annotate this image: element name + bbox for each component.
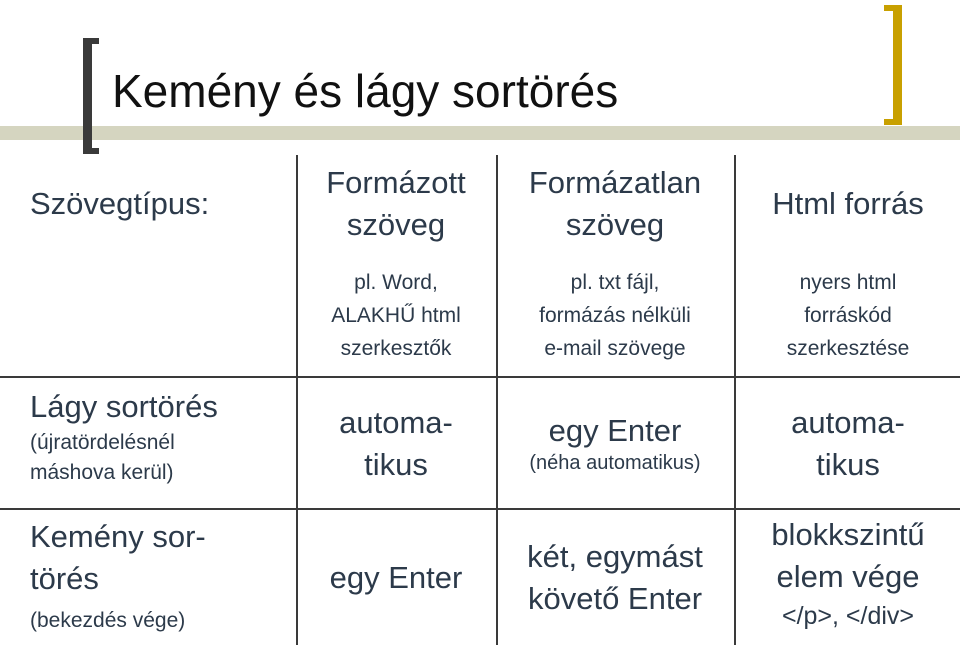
example-unformatted-line2: formázás nélküli [539,304,691,327]
soft-break-html-line1: automa- [791,405,905,440]
hard-break-label-line1: Kemény sor- [30,519,206,554]
soft-break-unformatted-main: egy Enter [548,413,682,448]
example-unformatted-line3: e-mail szövege [544,337,686,360]
example-html-source [736,266,960,365]
header-formatted-line2: szöveg [346,207,446,242]
hard-break-unformatted [498,536,732,620]
hard-break-unformatted-line2: követő Enter [527,581,703,616]
right-bracket-decoration [884,5,902,125]
row-divider-2 [0,508,960,510]
header-html-source-label: Html forrás [772,186,924,221]
hard-break-formatted-label: egy Enter [329,560,463,595]
header-unformatted-line1: Formázatlan [528,165,702,200]
hard-break-html-code: </p>, </div> [781,602,915,630]
soft-break-formatted [298,402,494,486]
header-unformatted-text [498,162,732,246]
hard-break-note: (bekezdés vége) [30,609,186,632]
hard-break-html [736,514,960,634]
soft-break-unformatted-note: (néha automatikus) [529,452,701,474]
row-divider-1 [0,376,960,378]
example-formatted-line3: szerkesztők [340,337,452,360]
hard-break-unformatted-line1: két, egymást [527,539,703,574]
title-underline-band [0,126,960,140]
example-formatted-line2: ALAKHŰ html [331,304,461,327]
page-title: Kemény és lágy sortörés [112,65,619,117]
example-unformatted-line1: pl. txt fájl, [570,271,660,294]
soft-break-formatted-line1: automa- [339,405,453,440]
example-unformatted [498,266,732,365]
soft-break-formatted-line2: tikus [364,447,428,482]
example-formatted-line1: pl. Word, [354,271,438,294]
left-bracket-decoration [83,38,99,154]
header-html-source [736,183,960,225]
hard-break-html-line1: blokkszintű [771,517,925,552]
hard-break-html-line2: elem vége [776,559,920,594]
soft-break-note-line1: (újratördelésnél [30,431,175,454]
example-html-line3: szerkesztése [786,337,910,360]
header-formatted-text [298,162,494,246]
example-html-line1: nyers html [799,271,897,294]
header-text-type [30,183,290,225]
soft-break-html [736,402,960,486]
header-text-type-label: Szövegtípus: [30,186,210,221]
example-html-line2: forráskód [804,304,892,327]
soft-break-html-line2: tikus [816,447,880,482]
header-formatted-line1: Formázott [326,165,466,200]
hard-break-label-line2: törés [30,561,99,596]
hard-break-formatted [298,557,494,599]
soft-break-unformatted [498,410,732,475]
example-formatted [298,266,494,365]
soft-break-label-cell [30,386,292,488]
header-unformatted-line2: szöveg [565,207,665,242]
soft-break-note-line2: máshova kerül) [30,461,174,484]
hard-break-label-cell [30,516,292,636]
soft-break-label: Lágy sortörés [30,389,218,424]
